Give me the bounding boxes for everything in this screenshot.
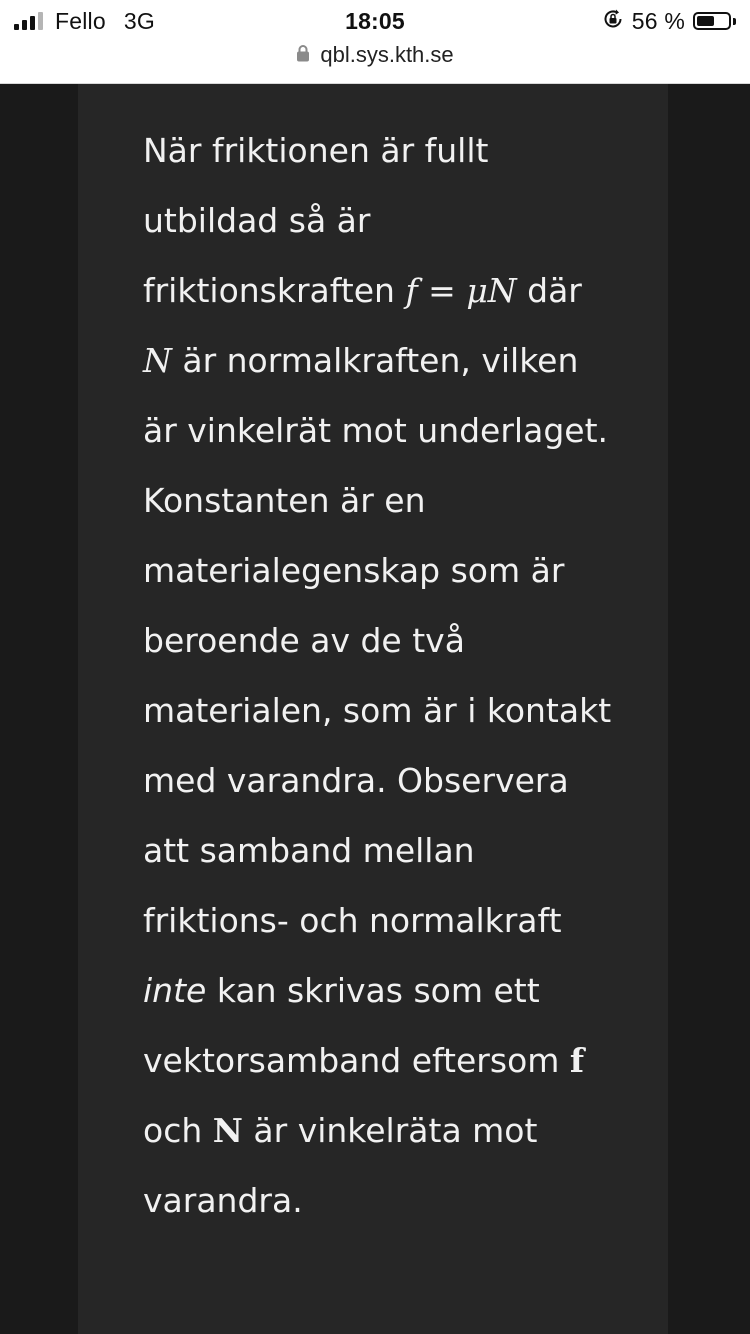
- text-segment: är normalkraften, vilken är vinkelrät mot underlaget. Konstanten är en materialegenskap som är beroende av de två materialen, som är i kontakt med varandra. Observera att samband mellan friktions- och normalkraft: [143, 341, 612, 940]
- math-f: f: [405, 271, 418, 310]
- text-segment: När friktionen är fullt utbildad så är friktionskraften: [143, 131, 489, 310]
- math-n: N: [143, 341, 172, 380]
- rotation-lock-icon: [602, 8, 624, 34]
- page-background: [0, 84, 750, 1334]
- carrier-name: Fello: [55, 7, 106, 34]
- text-segment: är vinkelräta mot varandra.: [143, 1111, 538, 1220]
- battery-percent: 56 %: [631, 7, 685, 34]
- emphasis-inte: inte: [143, 971, 207, 1010]
- network-type: 3G: [123, 7, 155, 34]
- clock: 18:05: [345, 8, 405, 34]
- battery-level-fill: [697, 16, 714, 26]
- vector-f: f: [569, 1041, 585, 1080]
- text-segment: kan skrivas som ett vektorsamband eftersom: [143, 971, 570, 1080]
- lock-icon: [296, 44, 310, 66]
- status-bar: [0, 0, 750, 84]
- text-segment: och: [143, 1111, 213, 1150]
- article-paragraph: [143, 116, 618, 1236]
- status-right: [602, 6, 736, 36]
- address-bar[interactable]: [0, 40, 750, 70]
- math-mu-n: μN: [466, 271, 517, 310]
- content-column: [78, 84, 668, 1334]
- math-equals: =: [417, 271, 467, 310]
- text-segment: där: [516, 271, 582, 310]
- url-text[interactable]: qbl.sys.kth.se: [320, 42, 454, 67]
- vector-n: N: [212, 1111, 243, 1150]
- battery-tip: [733, 18, 736, 25]
- battery-icon: [693, 12, 731, 30]
